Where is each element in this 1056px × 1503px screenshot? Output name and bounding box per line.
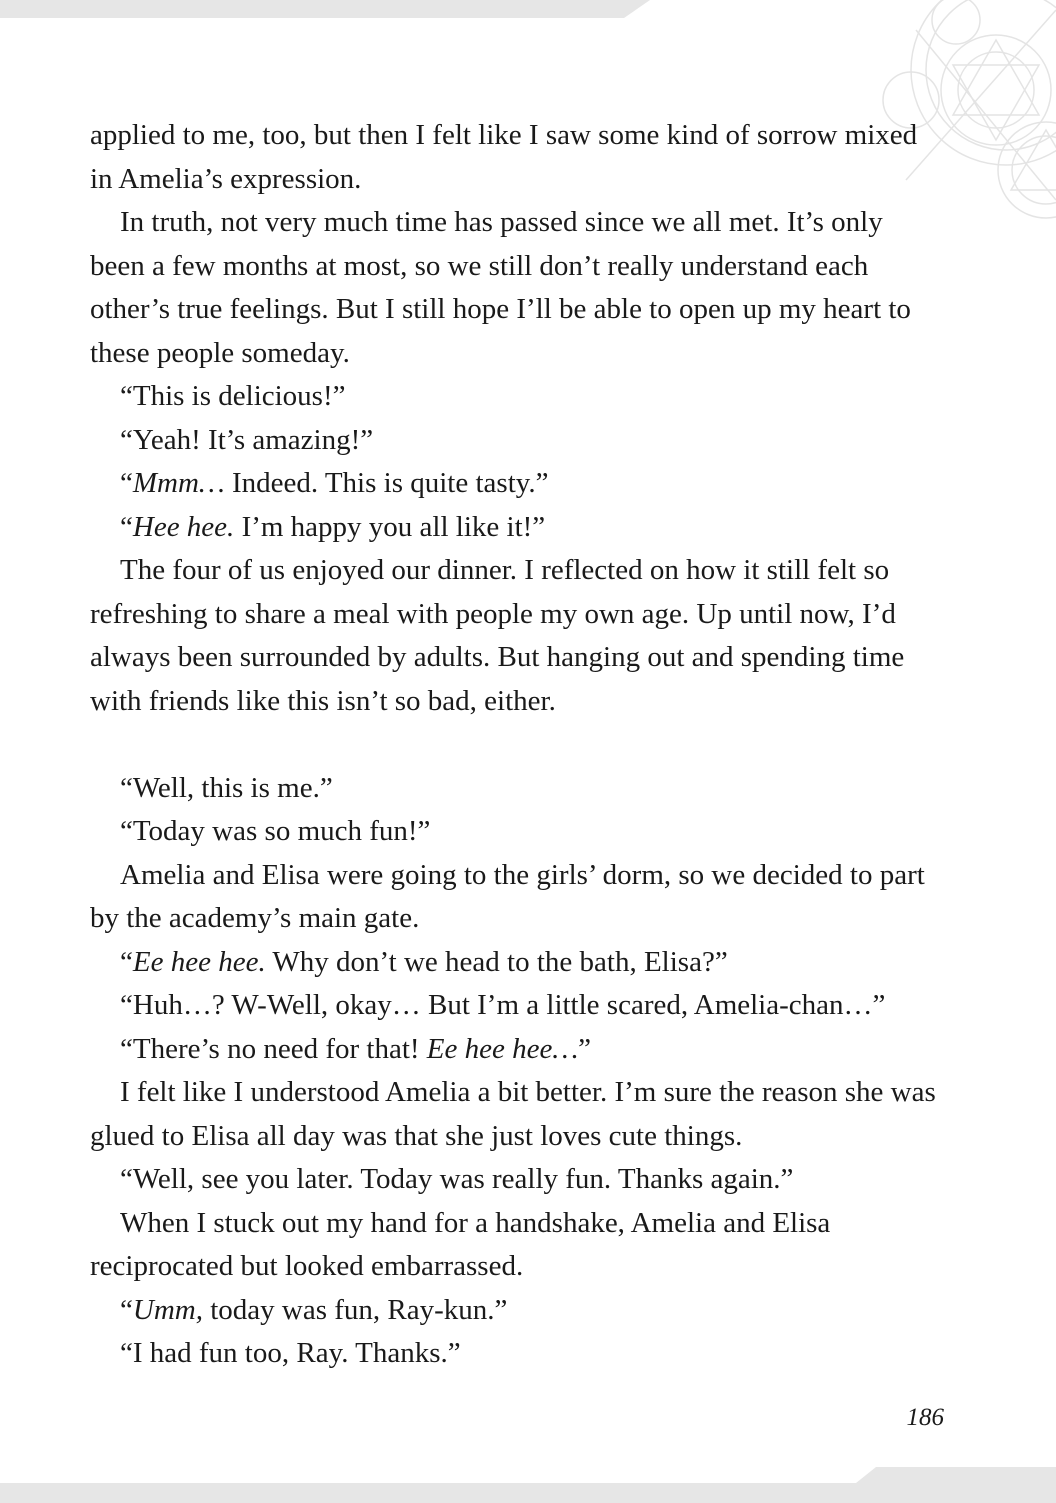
text-run: Why don’t we head to the bath, Elisa?”	[265, 945, 728, 978]
italic-text: Mmm…	[132, 467, 225, 499]
text-run: When I stuck out my hand for a handshake, Amelia and Elisa reciprocated but looked embarrassed.	[90, 1206, 831, 1282]
page-number: 186	[906, 1404, 944, 1431]
text-run: I felt like I understood Amelia a bit better. I’m sure the reason she was glued to Elisa all day was that she just loves cute things.	[90, 1076, 936, 1152]
text-run: “Yeah! It’s amazing!”	[120, 423, 374, 456]
text-run: In truth, not very much time has passed since we all met. It’s only been a few months at most, so we still don’t really understand each other’s true feelings. But I still hope I’ll be able to open up my heart to these people someday.	[90, 206, 911, 369]
text-run: Indeed. This is quite tasty.”	[224, 467, 549, 499]
text-run: “Well, this is me.”	[120, 771, 333, 804]
paragraph	[90, 1071, 940, 1158]
text-run: “Well, see you later. Today was really fun. Thanks again.”	[120, 1163, 794, 1195]
paragraph	[90, 1158, 940, 1202]
text-run: “	[120, 467, 133, 499]
paragraph	[90, 462, 940, 506]
text-run: ”	[578, 1032, 592, 1065]
italic-text: Umm,	[132, 1293, 203, 1326]
chapter-text-body	[90, 114, 940, 1376]
text-run: “	[120, 1293, 133, 1326]
text-run: The four of us enjoyed our dinner. I reflected on how it still felt so refreshing to share a meal with people my own age. Up until now, I’d always been surrounded by adults. But hanging out and spending time with friends like this isn’t so bad, either.	[90, 554, 905, 717]
text-run: “	[120, 945, 133, 978]
text-run: “There’s no need for that!	[120, 1032, 427, 1065]
text-run: I’m happy you all like it!”	[234, 510, 546, 543]
text-run: “Today was so much fun!”	[120, 815, 431, 847]
paragraph	[90, 114, 940, 201]
paragraph	[90, 1332, 940, 1376]
text-run: applied to me, too, but then I felt like I saw some kind of sorrow mixed in Amelia’s expression.	[90, 119, 918, 195]
text-run: “Huh…? W-Well, okay… But I’m a little scared, Amelia-chan…”	[120, 989, 886, 1021]
top-decorative-band	[0, 0, 650, 18]
paragraph	[90, 1289, 940, 1333]
text-run: “This is delicious!”	[120, 380, 346, 412]
italic-text: Ee hee hee.	[132, 945, 266, 978]
text-run: today was fun, Ray-kun.”	[202, 1293, 508, 1326]
paragraph	[90, 201, 940, 375]
text-run: Amelia and Elisa were going to the girls’ dorm, so we decided to part by the academy’s main gate.	[90, 858, 925, 934]
paragraph	[90, 419, 940, 463]
bottom-decorative-band	[0, 1483, 1056, 1503]
paragraph	[90, 984, 940, 1028]
paragraph	[90, 1202, 940, 1289]
paragraph	[90, 375, 940, 419]
bottom-decorative-tab	[856, 1467, 1056, 1483]
paragraph	[90, 1028, 940, 1072]
paragraph	[90, 549, 940, 723]
italic-text: Ee hee hee…	[426, 1032, 579, 1065]
paragraph	[90, 810, 940, 854]
paragraph	[90, 506, 940, 550]
section-break	[90, 723, 940, 767]
paragraph	[90, 941, 940, 985]
italic-text: Hee hee.	[132, 510, 235, 543]
paragraph	[90, 854, 940, 941]
text-run: “I had fun too, Ray. Thanks.”	[120, 1337, 461, 1369]
text-run: “	[120, 510, 133, 543]
paragraph	[90, 767, 940, 811]
